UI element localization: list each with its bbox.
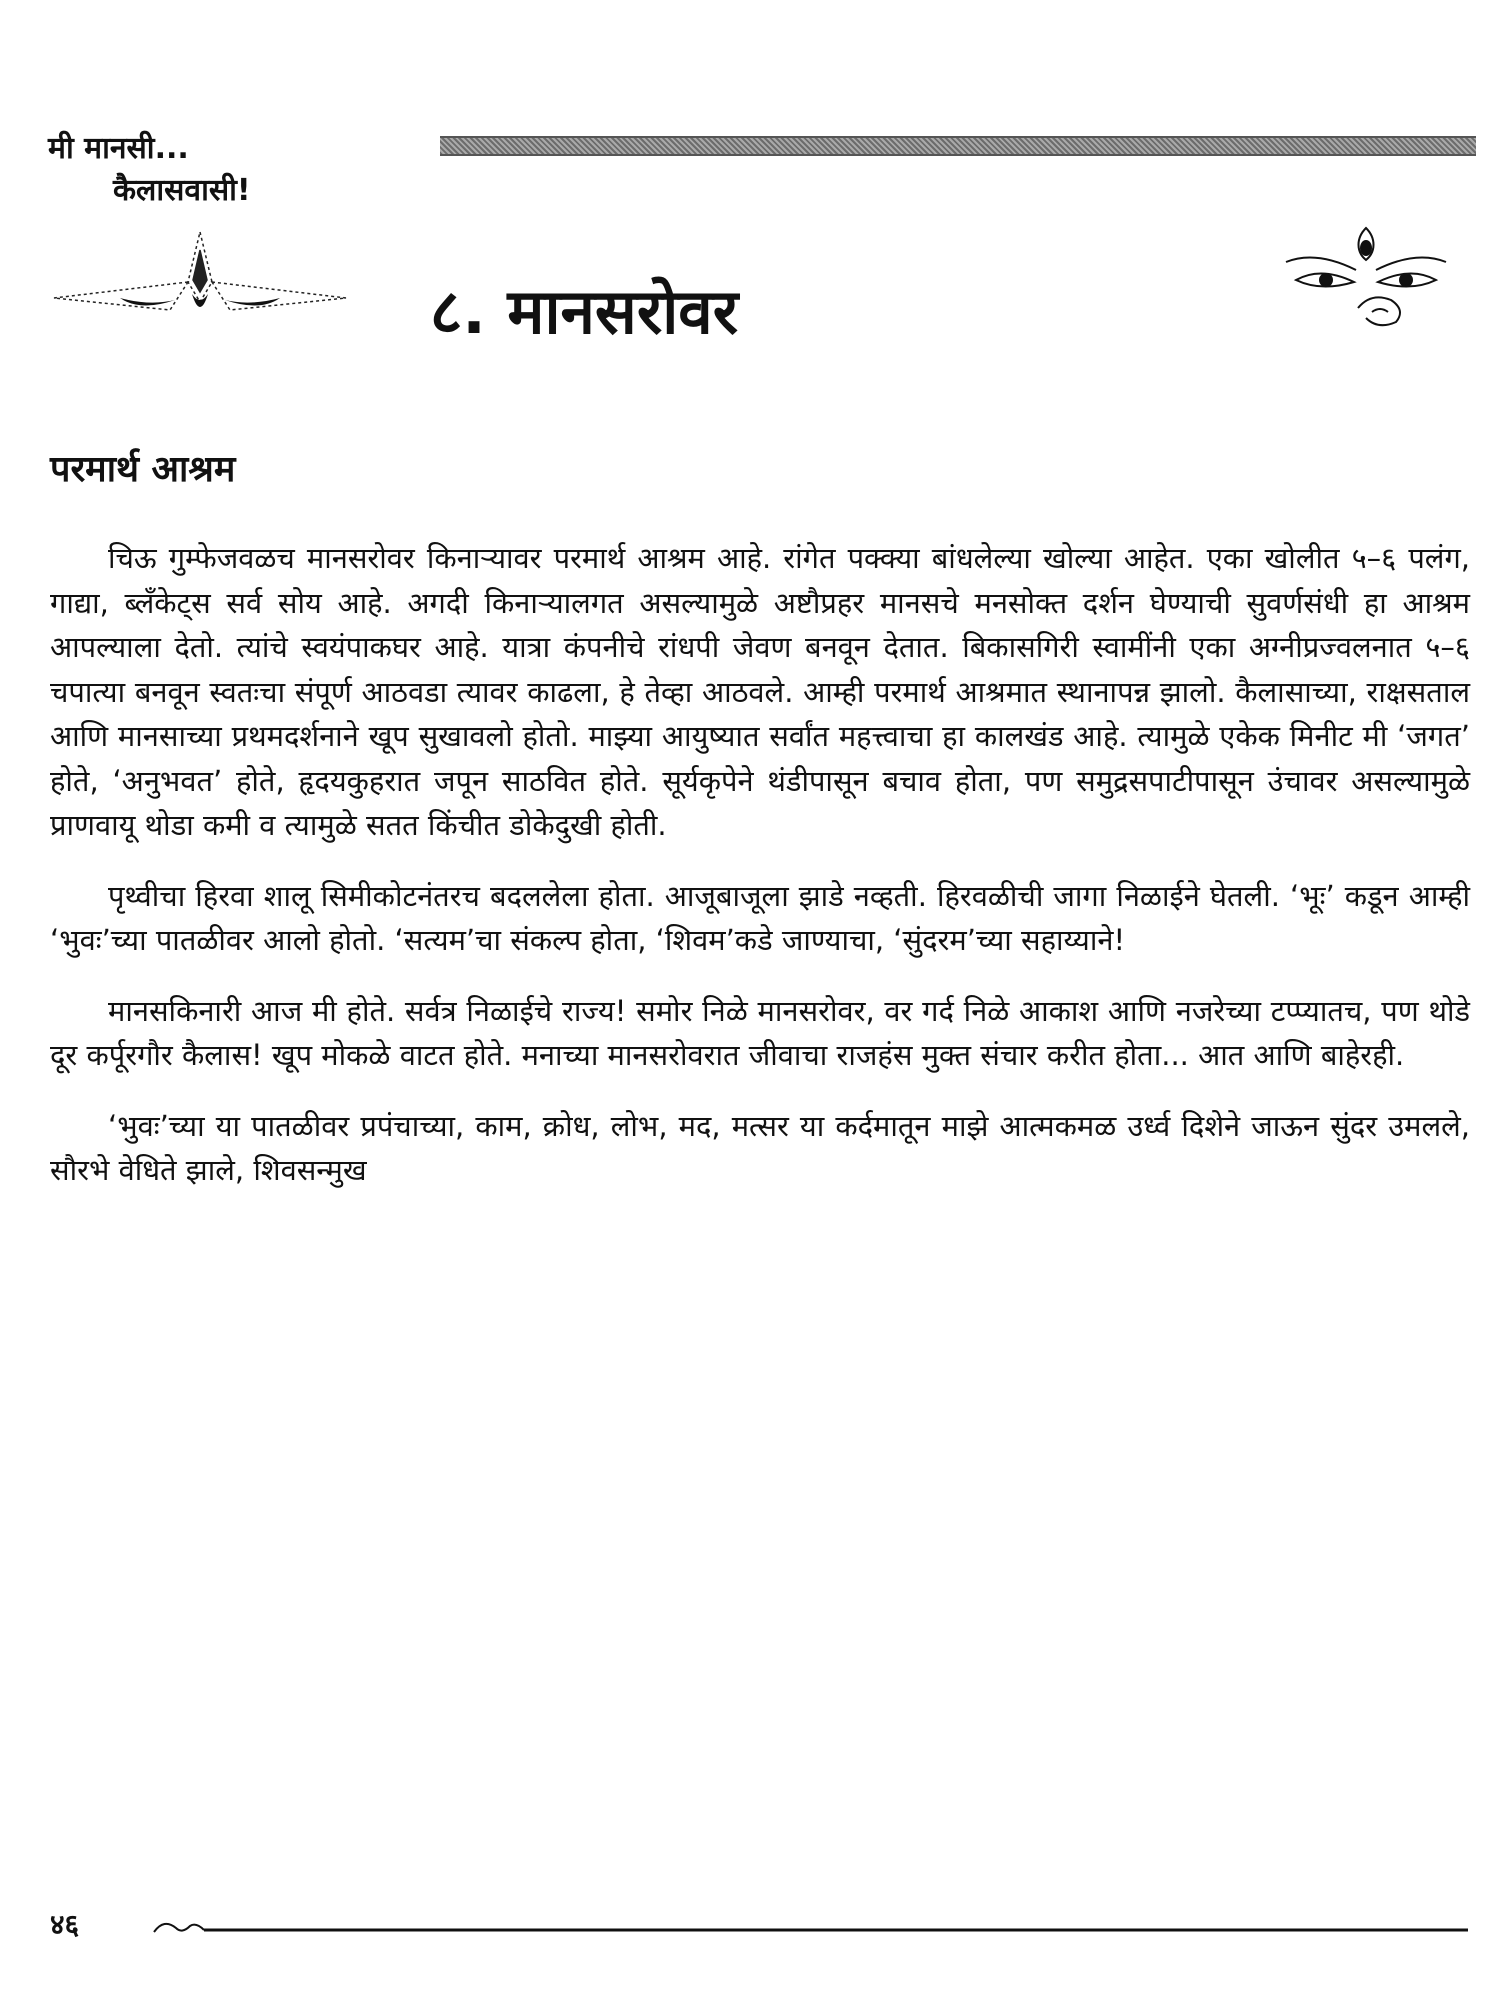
series-title <box>48 128 251 212</box>
paragraph: चिऊ गुम्फेजवळच मानसरोवर किनाऱ्यावर परमार्थ आश्रम आहे. रांगेत पक्क्या बांधलेल्या खोल्या आहेत. एका खोलीत ५–६ पलंग, गाद्या, ब्लँकेट्स सर्व सोय आहे. अगदी किनाऱ्यालगत असल्यामुळे अष्टौप्रहर मानसचे मनसोक्त दर्शन घेण्याची सुवर्णसंधी हा आश्रम आपल्याला देतो. त्यांचे स्वयंपाकघर आहे. यात्रा कंपनीचे रांधपी जेवण बनवून देतात. बिकासगिरी स्वामींनी एका अग्नीप्रज्वलनात ५–६ चपात्या बनवून स्वतःचा संपूर्ण आठवडा त्यावर काढला, हे तेव्हा आठवले. आम्ही परमार्थ आश्रमात स्थानापन्न झालो. कैलासाच्या, राक्षसताल आणि मानसाच्या प्रथमदर्शनाने खूप सुखावलो होतो. माझ्या आयुष्यात सर्वांत महत्त्वाचा हा कालखंड आहे. त्यामुळे एकेक मिनीट मी ‘जगत’ होते, ‘अनुभवत’ होते, हृदयकुहरात जपून साठवित होते. सूर्यकृपेने थंडीपासून बचाव होता, पण समुद्रसपाटीपासून उंचावर असल्यामुळे प्राणवायू थोडा कमी व त्यामुळे सतत किंचीत डोकेदुखी होती. <box>50 541 1470 842</box>
paragraph: मानसकिनारी आज मी होते. सर्वत्र निळाईचे राज्य! समोर निळे मानसरोवर, वर गर्द निळे आकाश आणि नजरेच्या टप्प्यातच, पण थोडे दूर कर्पूरगौर कैलास! खूप मोकळे वाटत होते. मनाच्या मानसरोवरात जीवाचा राजहंस मुक्त संचार करीत होता... आत आणि बाहेरही. <box>50 993 1470 1072</box>
goddess-eyes-ornament-icon <box>1276 222 1456 332</box>
footer-swirl-rule-icon <box>150 1914 1470 1942</box>
paragraph: ‘भुवः’च्या या पातळीवर प्रपंचाच्या, काम, क्रोध, लोभ, मद, मत्सर या कर्दमातून माझे आत्मकमळ उर्ध्व दिशेने जाऊन सुंदर उमलले, सौरभे वेधिते झाले, शिवसन्मुख <box>50 1108 1470 1187</box>
diamond-lamp-ornament-icon <box>50 230 350 340</box>
chapter-title: ८. मानसरोवर <box>430 275 739 348</box>
body-text <box>50 536 1470 1219</box>
series-title-line1: मी मानसी... <box>48 131 189 166</box>
page-footer <box>50 1906 1470 1946</box>
header-rule <box>440 136 1476 156</box>
paragraph: पृथ्वीचा हिरवा शालू सिमीकोटनंतरच बदललेला होता. आजूबाजूला झाडे नव्हती. हिरवळीची जागा निळाईने घेतली. ‘भूः’ कडून आम्ही ‘भुवः’च्या पातळीवर आलो होतो. ‘सत्यम’चा संकल्प होता, ‘शिवम’कडे जाण्याचा, ‘सुंदरम’च्या सहाय्याने! <box>50 878 1470 957</box>
page-number: ४६ <box>50 1908 80 1941</box>
series-title-line2: कैलासवासी! <box>113 173 251 208</box>
section-heading: परमार्थ आश्रम <box>50 449 236 490</box>
